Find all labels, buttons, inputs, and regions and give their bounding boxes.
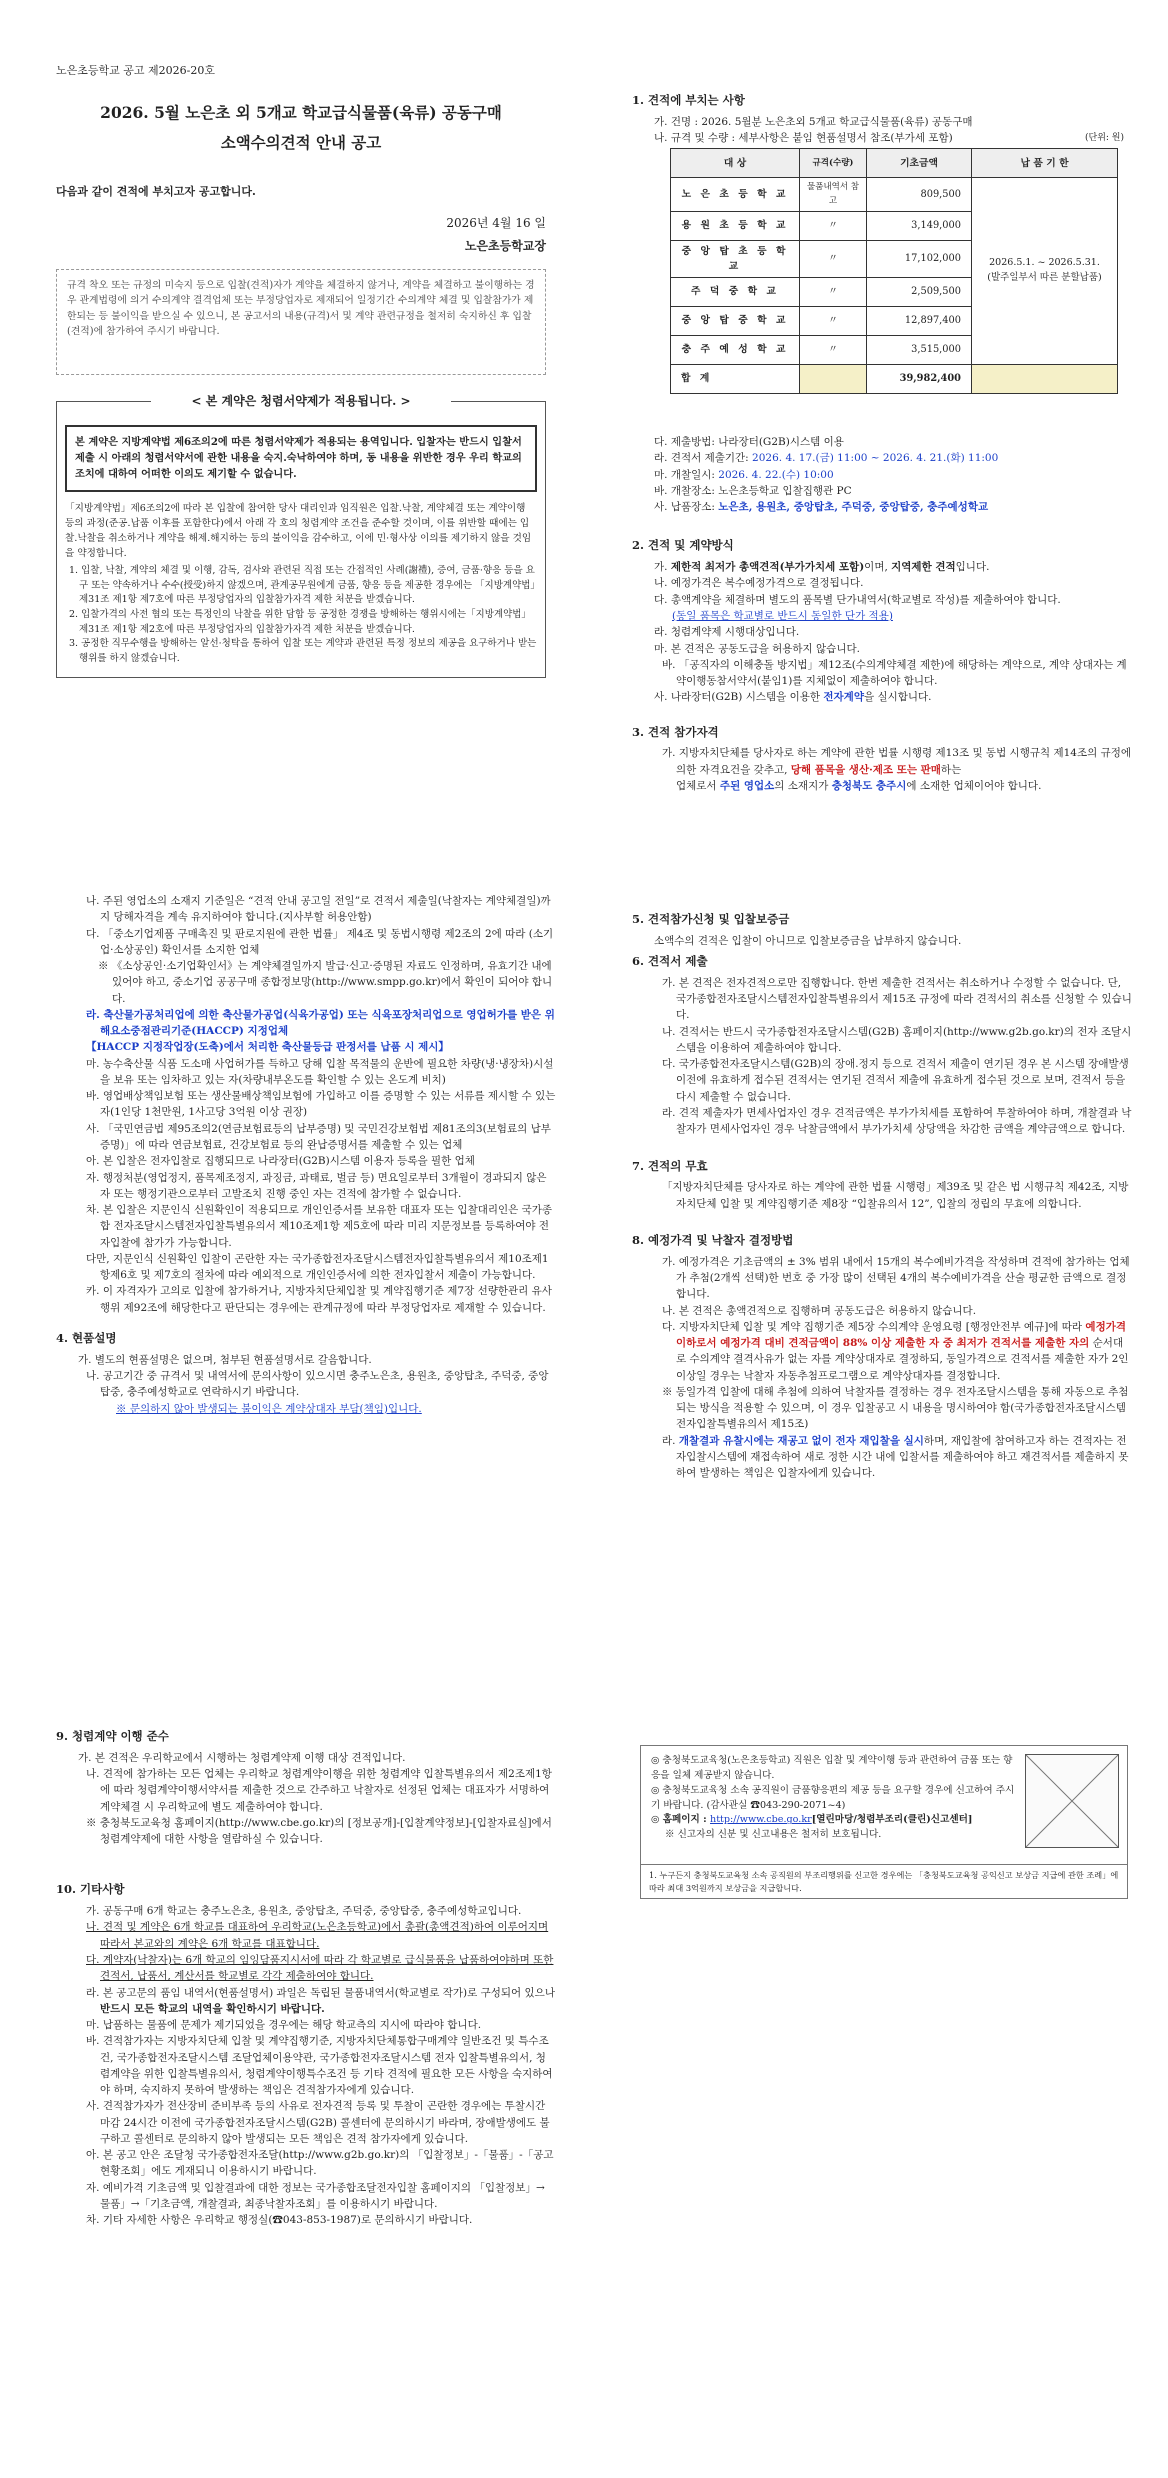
section5-title: 5. 견적참가신청 및 입찰보증금 (632, 912, 790, 926)
s2-item-c: 다. 총액계약을 체결하며 별도의 품목별 단가내역서(학교별로 작성)를 제출하여야 합니다. (654, 593, 1061, 606)
s3-a1-bold: 당해 품목을 생산·제조 또는 판매 (790, 763, 941, 776)
report-line-2: ◎ 충청북도교육청 소속 공직원이 금품향응편의 제공 등을 요구할 경우에 신고하여 주시기 바랍니다. (감사관실 ☎043-290-2071~4) (651, 1784, 1015, 1811)
s10-item-a: 가. 공동구매 6개 학교는 충주노은초, 용원초, 중앙탑초, 주덕중, 중앙탑중, 충주예성학교입니다. (86, 1905, 522, 1918)
deadline-cell (972, 178, 1118, 365)
page1-right (632, 92, 1132, 794)
report-homepage-label: ◎ 홈페이지 : (651, 1814, 711, 1826)
s2-item-f: 바. 「공직자의 이해충돌 방지법」제12조(수의계약체결 제한)에 해당하는 계약으로, 계약 상대자는 계약이행동참서약서(붙임1)를 지체없이 제출하여야 합니다. (662, 658, 1127, 688)
s10-item-e: 마. 납품하는 물품에 문제가 제기되었을 경우에는 해당 학교측의 지시에 따라야 합니다. (86, 2019, 482, 2032)
page-title: 2026. 5월 노은초 외 5개교 학교급식물품(육류) 공동구매 (100, 103, 502, 123)
s10-item-b: 나. 견적 및 계약은 6개 학교를 대표하여 우리학교(노은초등학교)에서 총괄(총액견적)하여 이루어지며 따라서 본교와의 계약은 6개 학교를 대표합니다. (86, 1921, 549, 1950)
s1-item-c: 다. 제출방법: 나라장터(G2B)시스템 이용 (654, 436, 844, 449)
row-amount: 17,102,000 (867, 240, 972, 277)
th-amount: 기초금액 (867, 149, 972, 178)
preface-box (56, 269, 546, 375)
s6-item-a: 가. 본 견적은 전자견적으로만 집행합니다. 한번 제출한 견적서는 취소하거나 수정할 수 없습니다. 단, 국가종합전자조달시스템전자입찰특별유의서 제15조 규정에 따라 견적서의 취소를 신청할 수 있습니다. (662, 976, 1132, 1022)
clean-heading: < 본 계약은 청렴서약제가 적용됩니다. > (191, 394, 411, 409)
page1-left (56, 62, 546, 678)
section8-title: 8. 예정가격 및 낙찰자 결정방법 (632, 1232, 794, 1247)
report-homepage-link[interactable]: http://www.cbe.go.kr (710, 1814, 812, 1826)
s10-d-pre: 라. 본 공고문의 품임 내역서(현품설명서) 과일은 독립된 물품내역서(학교별로 작가)로 구성되어 있으나 (86, 1986, 555, 1999)
row-spec: 〃 (800, 278, 867, 307)
clean-item-3: 3. 공정한 직무수행을 방해하는 알선·청탁을 통하여 입찰 또는 계약과 관련된 특정 정보의 제공을 요구하거나 받는 행위를 하지 않겠습니다. (69, 638, 537, 665)
section4-title: 4. 현품설명 (56, 1330, 117, 1345)
total-label: 합 계 (671, 365, 800, 394)
s3-item-b: 바. 영업배상책임보험 또는 생산물배상책임보험에 가입하고 이를 증명할 수 있는 서류를 제시할 수 있는 자(1인당 1천만원, 1사고당 3억원 이상 권장) (86, 1090, 556, 1119)
s6-item-b: 나. 견적서는 반드시 국가종합전자조달시스템(G2B) 홈페이지(http://www.g2b.go.kr)의 전자 조달시스템을 이용하여 제출하여야 합니다. (662, 1025, 1132, 1054)
row-school: 중 앙 탑 초 등 학 교 (671, 240, 800, 277)
s2-g-bold: 전자계약 (823, 691, 864, 704)
clean-item-2: 2. 입찰가격의 사전 협의 또는 특정인의 낙찰을 위한 담합 등 공정한 경쟁을 방해하는 행위시에는「지방계약법」제31조 제1항 제2호에 따른 부정당업자의 입찰참가자격 제한 처분을 받겠습니다. (69, 608, 531, 635)
s2-a-bold2: 지역제한 견적 (891, 561, 956, 574)
s5-text: 소액수의 견적은 입찰이 아니므로 입찰보증금을 납부하지 않습니다. (654, 934, 962, 947)
row-school: 충 주 예 성 학 교 (671, 336, 800, 365)
row-amount: 3,515,000 (867, 336, 972, 365)
s3-item-cha: 차. 본 입찰은 지문인식 신원확인이 적용되므로 개인인증서를 보유한 대표자 또는 입찰대리인은 국가종합 전자조달시스템전자입찰특별유의서 제10조제1항 제5호에 따라 미리 지문정보를 등록하여야 전자입찰에 참가가 가능합니다. (86, 1204, 553, 1249)
s2-a-bold: 제한적 최저가 총액견적(부가가치세 포함) (670, 561, 865, 574)
s9-note: ※ 충청북도교육청 홈페이지(http://www.cbe.go.kr)의 [정보공개]-[입찰계약정보]-[입찰자료실]에서 청렴계약제에 대한 사항을 열람하실 수 있습니다. (86, 1816, 552, 1846)
s8-c-bold: 예정가격이하로서 예정가격 대비 견적금액이 88% 이상 제출한 자 중 최저가 견적서를 제출한 자의 (676, 1320, 1126, 1350)
th-deadline: 납 품 기 한 (972, 149, 1118, 178)
row-amount: 3,149,000 (867, 211, 972, 240)
total-amount: 39,982,400 (867, 365, 972, 394)
report-footnote: 1. 누구든지 충청북도교육청 소속 공직원의 부조리행위를 신고한 경우에는 「충청북도교육청 공익신고 보상금 지급에 관한 조례」에 따라 최대 3억원까지 보상금을 지급합니다. (649, 1870, 1119, 1893)
row-school: 중 앙 탑 중 학 교 (671, 307, 800, 336)
s2-item-d: 라. 청렴계약제 시행대상입니다. (654, 626, 800, 639)
s2-a-label: 가. (654, 561, 671, 574)
row-spec: 〃 (800, 336, 867, 365)
qr-image-placeholder (1025, 1754, 1119, 1848)
page2-left (56, 893, 556, 1417)
row-spec: 물품내역서 참고 (800, 178, 867, 211)
s8-d-pre: 라. (662, 1434, 679, 1447)
submission-period: 2026. 4. 17.(금) 11:00 ~ 2026. 4. 21.(화) 11:00 (752, 452, 999, 465)
row-spec: 〃 (800, 240, 867, 277)
th-spec: 규격(수량) (800, 149, 867, 178)
section3-title: 3. 견적 참가자격 (632, 724, 719, 739)
notice-date: 2026년 4월 16 일 (446, 216, 546, 231)
s3-item-ka: 카. 이 자격자가 고의로 입찰에 참가하거나, 지방자치단체입찰 및 계약집행기준 제7장 선량한관리 유사행위 제92조에 해당한다고 판단되는 경우에는 관계규정에 따라 부정당업자로 제재할 수 있습니다. (86, 1285, 552, 1314)
s10-d-bold: 반드시 모든 학교의 내역을 확인하시기 바랍니다. (100, 2002, 325, 2015)
s8-c-pre: 다. 지방자치단체 입찰 및 계약 집행기준 제5장 수의계약 운영요령 [행정안전부 예규]에 따라 (662, 1320, 1086, 1333)
s2-item-c-note: (동일 품목은 학교별로 반드시 동일한 단가 적용) (672, 609, 893, 622)
row-amount: 12,897,400 (867, 307, 972, 336)
report-box (640, 1745, 1128, 1865)
s2-item-b: 나. 예정가격은 복수예정가격으로 결정됩니다. (654, 577, 864, 590)
s3-a2-pre: 업체로서 (676, 779, 720, 792)
s3-item-ja: 자. 행정처분(영업정지, 품목제조정지, 과징금, 과태료, 벌금 등) 면요일로부터 3개월이 경과되지 않은 자 또는 행정기관으로부터 고발조치 진행 중인 자는 견적에 참가할 수 없습니다. (86, 1171, 547, 1200)
s3-item-d-note: ※ 《소상공인·소기업확인서》는 계약체결일까지 발급·신고·증명된 자료도 인정하며, 유효기간 내에 있어야 하고, 중소기업 공공구매 종합정보망(http://www.smpp.go.kr)에서 확인이 되어야 합니다. (98, 960, 553, 1005)
row-school: 노 은 초 등 학 교 (671, 178, 800, 211)
clean-notice-text: 본 계약은 지방계약법 제6조의2에 따른 청렴서약제가 적용되는 용역입니다. 입찰자는 반드시 입찰서 제출 시 아래의 청렴서약서에 관한 내용을 숙지․숙낙하여야 하며, 동 내용을 위반한 경우 우리 학교의 조치에 대하여 어떠한 이의도 제기할 수 없습니다. (75, 435, 522, 480)
s3-a2-bold: 주된 영업소 (719, 779, 775, 792)
section1-title: 1. 견적에 부치는 사항 (632, 93, 745, 107)
th-target: 대 상 (671, 149, 800, 178)
section2-title: 2. 견적 및 계약방식 (632, 538, 734, 553)
s3-a2-end: 에 소재한 업체이어야 합니다. (906, 779, 1042, 792)
s8-item-b: 나. 본 견적은 총액견적으로 집행하며 공동도급은 허용하지 않습니다. (662, 1304, 977, 1317)
s2-item-e: 마. 본 견적은 공동도급을 허용하지 않습니다. (654, 642, 860, 655)
s3-item-a: 아. 본 입찰은 전자입찰로 집행되므로 나라장터(G2B)시스템 이용자 등록을 필한 업체 (86, 1155, 475, 1168)
page2-right (632, 911, 1132, 1481)
row-school: 용 원 초 등 학 교 (671, 211, 800, 240)
deadline-range: 2026.5.1. ~ 2026.5.31. (989, 257, 1100, 269)
unit-label: (단위: 원) (1085, 133, 1124, 144)
deadline-note: (발주일부서 따른 분할납품) (987, 272, 1102, 284)
opening-datetime: 2026. 4. 22.(수) 10:00 (718, 468, 834, 481)
s1-item-e-label: 마. 개찰일시: (654, 468, 719, 481)
s10-item-j: 차. 기타 자세한 사항은 우리학교 행정실(☎043-853-1987)로 문의하시기 바랍니다. (86, 2214, 473, 2227)
estimate-table (670, 148, 1118, 394)
s8-d-end: 하며, 재입찰에 참여하고자 하는 견적자는 전자입찰시스템에 재접속하여 새로 정한 시간 내에 입찰서를 제출하여야 하고 재견적서를 제출하지 못하여 발생하는 책임은 입찰자에게 있습니다. (676, 1434, 1129, 1480)
clean-item-1: 1. 입찰, 낙찰, 계약의 체결 및 이행, 감독, 검사와 관련된 직접 또는 간접적인 사례(謝禮), 증여, 금품·향응 등을 요구 또는 약속하거나 수수(授受)하지 않겠으며, 관계공무원에게 금품, 향응 등을 제공한 경우에는 「지방계약법」제31조 제1항 제7호에 따른 부정당업자의 입찰참가자격 제한 처분을 받겠습니다. (69, 564, 536, 606)
s2-g-end: 을 실시합니다. (863, 691, 932, 704)
s1-item-g-label: 사. 납품장소: (654, 501, 719, 514)
section9-title: 9. 청렴계약 이행 준수 (56, 1729, 169, 1743)
section10-title: 10. 기타사항 (56, 1882, 125, 1897)
s9-item-b: 나. 견적에 참가하는 모든 업체는 우리학교 청렴계약이행을 위한 청렴계약 입찰특별유의서 제2조제1항에 따라 청렴계약이행서약서를 제출한 것으로 간주하고 낙찰자로 선정된 업체는 대표자가 서명하여 계약체결 시 우리학교에 별도 제출하여야 합니다. (86, 1768, 552, 1813)
s3-a1-end: 하는 (940, 763, 962, 776)
report-homepage-path: [열린마당/청렴부조리(클린)신고센터] (811, 1814, 973, 1826)
s1-item-f: 바. 개찰장소: 노은초등학교 입찰집행관 PC (654, 484, 852, 497)
s10-item-f: 바. 견적참가자는 지방자치단체 입찰 및 계약집행기준, 지방자치단체통합구매계약 일반조건 및 특수조건, 국가종합전자조달시스템 조달업체이용약관, 국가종합전자조달시스템 전자 입찰특별유의서, 청렴계약을 위한 입찰특별유의서, 청렴계약이행특수조건 등 기타 견적에 필요한 모든 사항을 숙지하여야 하며, 숙지하지 못하여 발생하는 책임은 견적참가자에게 있습니다. (86, 2035, 553, 2097)
table-row (671, 178, 1118, 211)
preface-text: 규격 착오 또는 규정의 미숙지 등으로 입찰(견적)자가 계약을 체결하지 않거나, 계약을 체결하고 불이행하는 경우 관계법령에 의거 수의계약 결격업체 또는 부정당업자로 제재되어 일정기간 수의계약 체결 및 입찰참가가 제한되는 등 불이익을 받으실 수 있으니, 본 공고서의 내용(규격)서 및 계약 관련규정을 철저히 숙지하신 후 입찰(견적)에 참가하여 주시기 바랍니다. (67, 280, 535, 337)
row-school: 주 덕 중 학 교 (671, 278, 800, 307)
s8-item-a: 가. 예정가격은 기초금액의 ± 3% 범위 내에서 15개의 복수예비가격을 작성하며 견적에 참가하는 업체가 추첨(2개씩 선택)한 번호 중 가장 많이 선택된 4개의 복수예비가격을 산술 평균한 금액으로 결정합니다. (662, 1255, 1130, 1301)
s2-a-end: 입니다. (955, 561, 990, 574)
s10-item-i: 자. 예비가격 기초금액 및 입찰결과에 대한 정보는 국가종합조달전자입찰 홈페이지의 「입찰정보」→ 물품」→「기초금액, 개찰결과, 최종낙찰자조회」를 이용하시기 바랍니다. (86, 2181, 545, 2210)
clean-contract-section (56, 394, 546, 678)
s8-c-end: 순서대로 수의계약 결격사유가 없는 자를 계약상대자로 결정하되, 동일가격으로 견적서를 제출한 자가 2인 이상일 경우는 낙찰자 자동추첨프로그램으로 계약상대자를 결정합니다. (676, 1337, 1129, 1382)
section6-title: 6. 견적서 제출 (632, 954, 708, 969)
page-subtitle: 소액수의견적 안내 공고 (220, 133, 382, 153)
page3-left (56, 1728, 556, 2229)
s3-item-m: 마. 농수축산물 식품 도소매 사업허가를 득하고 당해 입찰 목적물의 운반에 필요한 차량(냉·냉장차)시설을 보유 또는 임차하고 있는 자(차량내부온도를 확인할 수 있는 온도계 비치) (86, 1057, 554, 1086)
s3-a1: 가. 지방자치단체를 당사자로 하는 계약에 관한 법률 시행령 제13조 및 동법 시행규칙 제14조의 규정에 의한 자격요건을 갖추고, (662, 747, 1132, 776)
s3-item-n: 나. 주된 영업소의 소재지 기준일은 “견적 안내 공고일 전일”로 견적서 제출일(낙찰자는 계약체결일)까지 당해자격을 계속 유지하여야 합니다.(지사부할 허용안함) (86, 895, 551, 924)
s3-item-r1: 라. 축산물가공처리업에 의한 축산물가공업(식육가공업) 또는 식육포장처리업으로 영업허가를 받은 위해요소중점관리기준(HACCP) 지정업체 (86, 1008, 555, 1038)
s3-item-s: 사. 「국민연금법 제95조의2(연금보험료등의 납부증명) 및 국민건강보험법 제81조의3(보험료의 납부증명)」에 따라 연금보험료, 건강보험료 등의 완납증명서를 제출할 수 있는 업체 (86, 1122, 551, 1151)
delivery-places: 노은초, 용원초, 중앙탑초, 주덕중, 중앙탑중, 충주예성학교 (718, 501, 989, 514)
s1-item-a: 가. 건명 : 2026. 5월분 노은초외 5개교 학교급식물품(육류) 공동구매 (654, 115, 973, 128)
report-footnote-box (640, 1865, 1128, 1899)
s3-a2-bold2: 충청북도 충주시 (831, 779, 907, 792)
s3-item-cha2: 다만, 지문인식 신원확인 입찰이 곤란한 자는 국가종합전자조달시스템전자입찰특별유의서 제10조제1항제6호 및 제7호의 절차에 따라 예외적으로 개인인증서에 의한 전자입찰서 제출이 가능합니다. (86, 1252, 549, 1282)
s4-item-a: 가. 별도의 현품설명은 없으며, 첨부된 현품설명서로 갈음합니다. (78, 1353, 372, 1366)
s2-g-label: 사. 나라장터(G2B) 시스템을 이용한 (654, 691, 824, 704)
s10-item-h: 아. 본 공고 안은 조달청 국가종합전자조달(http://www.g2b.go.kr)의 「입찰정보」-「물품」-「공고현황조회」에도 게재되니 이용하시기 바랍니다. (86, 2149, 554, 2178)
table-header-row (671, 149, 1118, 178)
section7-title: 7. 견적의 무효 (632, 1158, 708, 1173)
notice-number: 노은초등학교 공고 제2026-20호 (56, 64, 215, 77)
s6-item-d: 라. 견적 제출자가 면세사업자인 경우 견적금액은 부가가치세를 포함하여 투찰하여야 하며, 개찰결과 낙찰자가 면세사업자인 경우 낙찰금액에서 부가가치세 상당액을 차감한 금액을 계약금액으로 합니다. (662, 1107, 1132, 1136)
s3-item-r2: 【HACCP 지정작업장(도축)에서 처리한 축산물등급 판정서를 납품 시 제시】 (86, 1041, 449, 1054)
s4-note: ※ 문의하지 않아 발생되는 불이익은 계약상대자 부담(책임)입니다. (116, 1402, 422, 1415)
row-amount: 2,509,500 (867, 278, 972, 307)
clean-notice-box (65, 425, 537, 492)
s2-a-mid: 이며, (864, 561, 892, 574)
s3-a2-mid: 의 소재지가 (774, 779, 832, 792)
row-spec: 〃 (800, 211, 867, 240)
s10-item-c: 다. 계약자(낙찰자)는 6개 학교의 임잉담품지시서에 따라 각 학교별로 급식물품을 납품하여야하며 또한 견적서, 납품서, 계산서를 학교별로 각각 제출하여야 합니다. (86, 1954, 554, 1983)
placeholder-cross-icon (1026, 1755, 1118, 1847)
row-spec: 〃 (800, 307, 867, 336)
table-total-row (671, 365, 1118, 394)
report-line-4: ※ 신고자의 신분 및 신고내용은 철저히 보호됩니다. (665, 1829, 882, 1841)
s3-item-d: 다. 「중소기업제품 구매촉진 및 판로지원에 관한 법률」 제4조 및 동법시행령 제2조의 2에 따라 (소기업·소상공인) 확인서를 소지한 업체 (86, 927, 554, 956)
s1-item-b: 나. 규격 및 수량 : 세부사항은 붙임 현품설명서 참조(부가세 포함) (654, 132, 953, 145)
s9-item-a: 가. 본 견적은 우리학교에서 시행하는 청렴계약제 이행 대상 견적입니다. (78, 1751, 406, 1764)
report-line-1: ◎ 충청북도교육청(노은초등학교) 직원은 입찰 및 계약이행 등과 관련하여 금품 또는 향응을 일체 제공받지 않습니다. (651, 1755, 1013, 1781)
clean-lead: 「지방계약법」제6조의2에 따라 본 입찰에 참여한 당사 대리인과 임직원은 입찰․낙찰, 계약체결 또는 계약이행 등의 과정(준공․납품 이후를 포함한다)에서 아래 각 호의 청렴계약 조건을 준수할 것이며, 이를 위반할 때에는 입찰․낙찰을 취소하거나 계약을 해제․해지하는 등의 불이익을 감수하고, 이에 민·형사상 이의를 제기하지 않을 것임을 약정합니다. (65, 503, 532, 559)
s1-item-d-label: 라. 견적서 제출기간: (654, 452, 753, 465)
s7-text: 「지방자치단체를 당사자로 하는 계약에 관한 법률 시행령」제39조 및 같은 법 시행규칙 제42조, 지방자치단체 입찰 및 계약집행기준 제8장 “입찰유의서 12”, 입찰의 정립의 무효에 의합니다. (662, 1181, 1129, 1210)
intro-text: 다음과 같이 견적에 부치고자 공고합니다. (56, 185, 256, 199)
s6-item-c: 다. 국가종합전자조달시스템(G2B)의 장애․정지 등으로 견적서 제출이 연기된 경우 본 시스템 장애발생 이전에 유효하게 접수된 견적서는 연기된 견적서 제출에 유효하게 접수된 것으로 보며, 견적서 등을 다시 제출할 수 없습니다. (662, 1058, 1129, 1103)
s8-note: ※ 동일가격 입찰에 대해 추첨에 의하여 낙찰자를 결정하는 경우 전자조달시스템을 통해 자동으로 추첨되는 방식을 적용할 수 있으며, 이 경우 입찰공고 시 내용을 명시하여야 함(국가종합전자조달시스템 전자입찰특별유의서 제15조) (662, 1385, 1129, 1431)
report-box-wrapper (640, 1745, 1128, 1899)
s4-item-b: 나. 공고기간 중 규격서 및 내역서에 문의사항이 있으시면 충주노은초, 용원초, 중앙탑초, 주덕중, 중앙탑중, 충주예성학교로 연락하시기 바랍니다. (86, 1369, 549, 1399)
issuer: 노은초등학교장 (464, 238, 546, 253)
s10-item-g: 사. 견적참가자가 전산장비 준비부족 등의 사유로 전자견적 등록 및 투찰이 곤란한 경우에는 투찰시간 마감 24시간 이전에 국가종합전자조달시스템(G2B) 콜센터에 문의하시기 바라며, 장애발생에도 불구하고 콜센터로 문의하지 않아 발생되는 모든 책임은 견적 참가자에게 있습니다. (86, 2100, 550, 2145)
row-amount: 809,500 (867, 178, 972, 211)
s8-d-bold: 개찰결과 유찰시에는 재공고 없이 전자 재입찰을 실시 (678, 1434, 924, 1447)
